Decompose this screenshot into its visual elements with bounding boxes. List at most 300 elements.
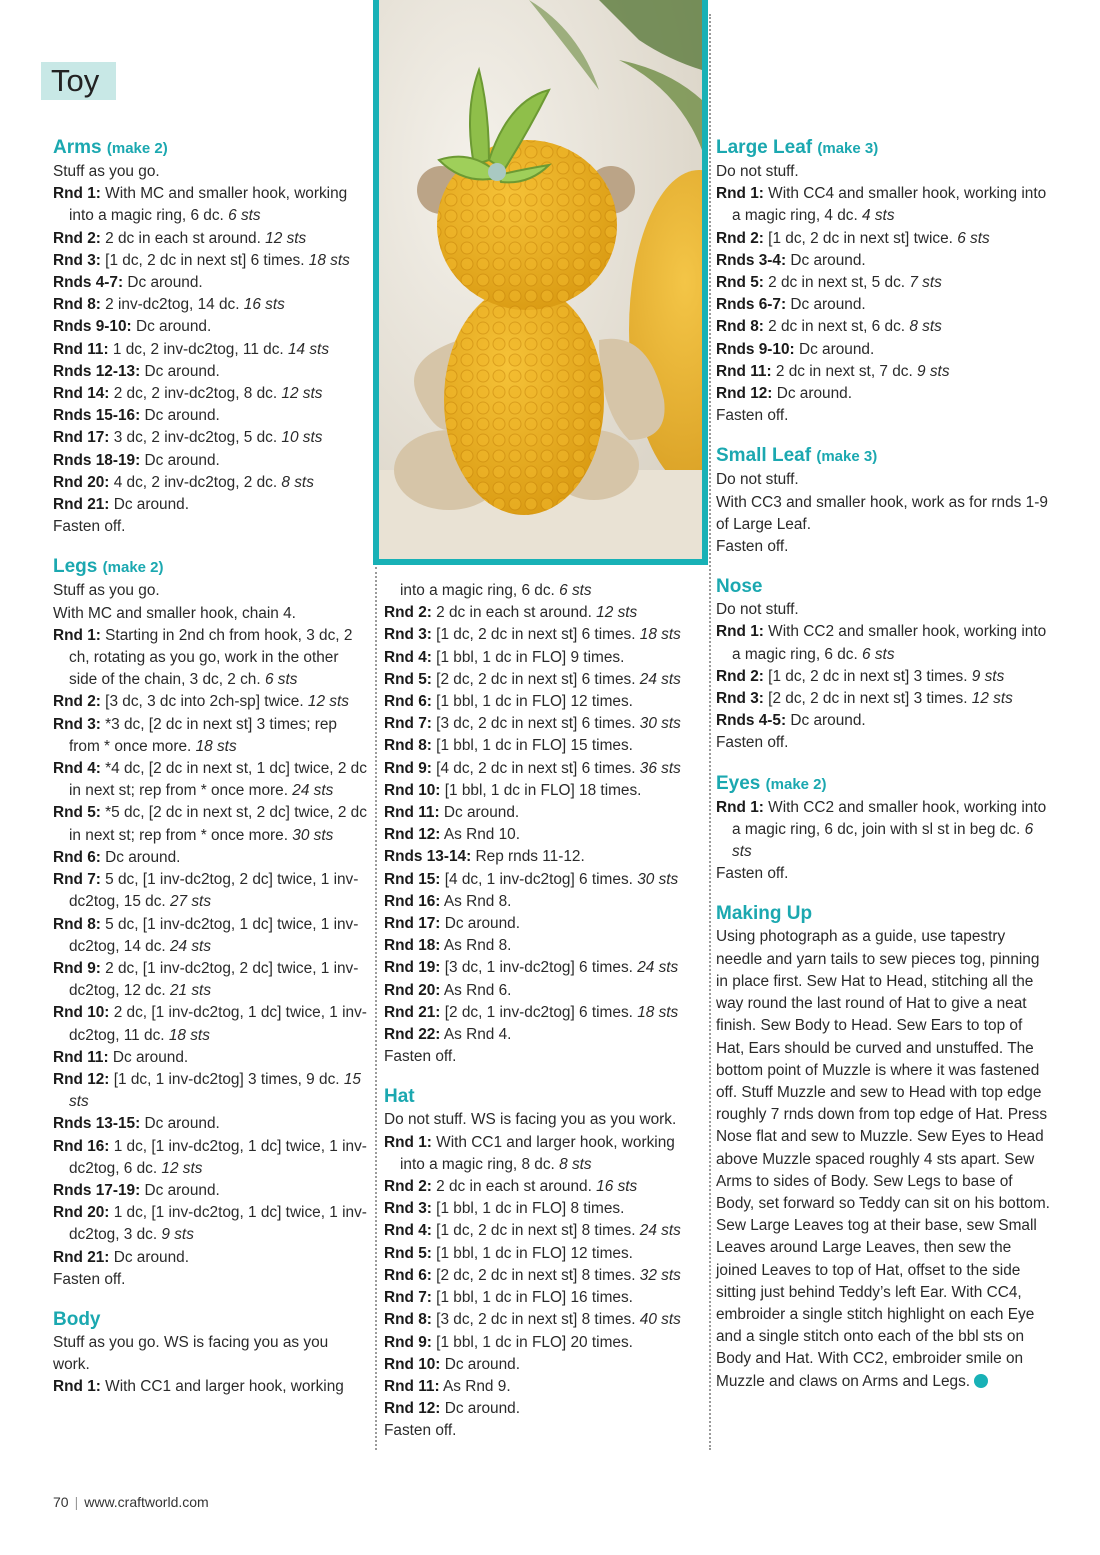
round-label: Rnd 8: [53,915,101,933]
section-tag: Toy [41,62,116,100]
stitch-count: 12 sts [596,604,638,622]
section-heading-note: (make 3) [817,140,879,157]
pattern-round [53,1047,368,1069]
round-instruction: 1 dc, 2 inv-dc2tog, 11 dc. [108,340,288,358]
round-label: Rnd 1: [716,185,764,203]
round-label: Rnd 22: [384,1026,441,1044]
round-label: Rnd 12: [384,1400,441,1418]
pattern-round [53,691,368,713]
round-label: Rnd 3: [53,715,101,733]
round-instruction: 2 dc in each st around. [431,604,597,622]
pattern-text [384,1046,699,1068]
pattern-round [384,669,699,691]
stitch-count: 9 sts [161,1226,194,1244]
round-instruction: [3 dc, 2 dc in next st] 8 times. [431,1311,640,1329]
round-instruction: [1 dc, 2 dc in next st] 6 times. [100,251,309,269]
pattern-text [53,1269,368,1291]
pattern-round [384,1309,699,1331]
pineapple-teddy-image [379,0,702,565]
pattern-round [53,183,368,227]
section-heading-title: Arms [53,137,102,158]
pattern-text-body: Fasten off. [716,538,789,556]
round-instruction: Dc around. [772,385,852,403]
round-label: Rnd 5: [53,804,101,822]
round-instruction: [3 dc, 1 inv-dc2tog] 6 times. [440,959,638,977]
pattern-round [384,1220,699,1242]
pattern-round [53,339,368,361]
round-label: Rnd 12: [716,385,773,403]
section-heading [716,773,1051,796]
round-instruction: With CC2 and smaller hook, working into a magic ring, 6 dc, join with sl st in beg dc. [732,798,1047,838]
pattern-round [384,1243,699,1265]
section-heading [384,1086,699,1108]
round-label: Rnd 21: [53,1248,110,1266]
column-divider-right [709,14,711,1450]
round-instruction: Dc around. [140,451,220,469]
round-instruction: As Rnd 8. [440,937,512,955]
stitch-count: 32 sts [639,1266,681,1284]
round-instruction: 2 dc, 2 inv-dc2tog, 8 dc. [109,385,282,403]
round-label: Rnd 8: [384,737,432,755]
pattern-round [384,1024,699,1046]
pattern-round [53,625,368,692]
stitch-count: 21 sts [169,982,212,1000]
round-instruction: [1 dc, 2 dc in next st] 8 times. [431,1222,640,1240]
pattern-round [716,666,1051,688]
pattern-text [716,469,1051,491]
pattern-round [384,891,699,913]
round-instruction: [2 dc, 2 dc in next st] 6 times. [431,670,640,688]
round-label: Rnd 7: [384,715,432,733]
pattern-round [384,780,699,802]
round-label: Rnds 13-15: [53,1115,141,1133]
column-divider-left [375,567,377,1450]
round-instruction: Dc around. [440,915,520,933]
pattern-text [716,161,1051,183]
section-heading-note: (make 2) [765,775,827,793]
round-instruction: *5 dc, [2 dc in next st, 2 dc] twice, 2 dc in next st; rep from * once more. [69,804,367,844]
stitch-count: 16 sts [243,296,285,314]
round-label: Rnd 2: [716,667,764,685]
round-label: Rnd 1: [384,1133,432,1151]
round-label: Rnd 5: [384,1244,432,1262]
section-heading [53,556,368,579]
pattern-round [53,869,368,913]
stitch-count: 24 sts [169,937,212,955]
round-instruction: [1 bbl, 1 dc in FLO] 12 times. [431,1244,633,1262]
pattern-text-body: Fasten off. [716,734,789,752]
stitch-count: 24 sts [637,959,679,977]
round-instruction: As Rnd 8. [440,892,512,910]
pattern-round [53,1247,368,1269]
pattern-round [53,294,368,316]
stitch-count: 24 sts [639,1222,681,1240]
pattern-round [384,1376,699,1398]
round-label: Rnd 20: [53,473,110,491]
round-label: Rnd 11: [384,804,440,822]
round-label: Rnd 9: [53,959,101,977]
stitch-count: 9 sts [971,667,1005,685]
round-label: Rnd 15: [384,870,441,888]
pattern-text-body: Do not stuff. WS is facing you as you work. [384,1111,677,1129]
pattern-text-body: Fasten off. [53,518,126,536]
pattern-text [716,536,1051,558]
pattern-text-body: Fasten off. [384,1048,457,1066]
pattern-round [384,913,699,935]
round-instruction: Dc around. [786,296,866,314]
pattern-text-body: Fasten off. [716,407,789,425]
round-instruction: Dc around. [439,804,520,822]
pattern-round [384,846,699,868]
pattern-round [716,688,1051,710]
toy-photo [373,0,708,565]
pattern-round [384,1398,699,1420]
round-label: Rnds 6-7: [716,296,787,314]
pattern-text [716,926,1051,1392]
pattern-round [53,1136,368,1180]
stitch-count: 12 sts [161,1159,203,1177]
pattern-round [384,957,699,979]
stitch-count: 6 sts [957,229,990,247]
round-instruction: 4 dc, 2 inv-dc2tog, 2 dc. [109,473,282,491]
stitch-count: 6 sts [862,645,895,663]
pattern-round [384,713,699,735]
round-instruction: [1 bbl, 1 dc in FLO] 16 times. [431,1289,633,1307]
round-instruction: 1 dc, [1 inv-dc2tog, 1 dc] twice, 1 inv-dc2tog, 3 dc. [69,1204,367,1244]
pattern-round [716,339,1051,361]
stitch-count: 12 sts [281,385,323,403]
round-instruction: With CC1 and larger hook, working [100,1378,344,1396]
page-footer [53,1494,209,1510]
round-label: Rnd 12: [384,826,441,844]
round-label: Rnd 5: [384,670,432,688]
pattern-text [53,516,368,538]
pattern-round [53,361,368,383]
round-label: Rnd 5: [716,274,764,292]
round-instruction: 2 dc, [1 inv-dc2tog, 2 dc] twice, 1 inv-dc2tog, 12 dc. [69,959,359,1000]
stitch-count: 8 sts [281,473,314,491]
round-label: Rnd 3: [716,690,764,708]
round-instruction: [1 bbl, 1 dc in FLO] 18 times. [440,781,642,799]
stitch-count: 9 sts [917,362,950,380]
pattern-text-body: Stuff as you go. [53,163,160,180]
round-instruction: Dc around. [100,848,181,866]
round-instruction: Dc around. [786,712,866,730]
round-instruction: [2 dc, 1 inv-dc2tog] 6 times. [440,1003,638,1021]
section-heading-note: (make 2) [102,559,164,577]
round-instruction: 2 dc, [1 inv-dc2tog, 1 dc] twice, 1 inv-dc2tog, 11 dc. [69,1004,367,1044]
round-label: Rnds 4-7: [53,274,124,292]
round-instruction: Dc around. [140,1115,220,1133]
stitch-count: 8 sts [909,318,942,336]
round-label: Rnds 17-19: [53,1181,141,1199]
round-label: Rnd 20: [384,981,441,999]
pattern-text-body: Do not stuff. [716,163,799,180]
pattern-round [716,228,1051,250]
section-heading-title: Small Leaf [716,445,812,467]
round-instruction: Dc around. [131,318,212,336]
round-label: Rnd 18: [384,937,441,955]
round-instruction: With CC1 and larger hook, working into a magic ring, 8 dc. [400,1133,675,1173]
stitch-count: 40 sts [639,1311,681,1329]
round-instruction: Rep rnds 11-12. [471,848,585,866]
stitch-count: 18 sts [308,251,350,269]
round-instruction: 2 dc in each st around. [100,229,266,247]
pattern-round [53,450,368,472]
round-label: Rnd 2: [53,693,101,711]
round-instruction: Dc around. [109,496,189,514]
section-heading-title: Large Leaf [716,137,813,158]
stitch-count: 15 sts [69,1070,361,1111]
pattern-round [384,1354,699,1376]
round-instruction: As Rnd 10. [440,826,521,844]
round-label: Rnd 19: [384,959,441,977]
pattern-round [384,691,699,713]
pattern-round [716,183,1051,227]
section-heading-title: Nose [716,576,763,598]
stitch-count: 14 sts [287,340,330,358]
round-instruction: 3 dc, 2 inv-dc2tog, 5 dc. [109,429,282,447]
round-label: Rnd 1: [53,185,101,203]
round-instruction: Dc around. [140,407,220,425]
round-instruction: [4 dc, 1 inv-dc2tog] 6 times. [440,870,638,888]
pattern-text [53,1332,368,1376]
pattern-round-continued [384,580,699,602]
pattern-round [53,914,368,958]
pattern-round [53,802,368,846]
pattern-round [53,1069,368,1113]
round-instruction: 2 dc in next st, 7 dc. [771,362,918,380]
stitch-count: 6 sts [732,820,1034,861]
stitch-count: 30 sts [639,715,681,733]
round-instruction: [1 dc, 2 dc in next st] twice. [763,229,958,247]
round-instruction: [3 dc, 2 dc in next st] 6 times. [431,715,640,733]
pattern-text [384,1109,699,1131]
pattern-round [53,958,368,1002]
round-label: Rnds 9-10: [53,318,132,336]
round-label: Rnd 4: [384,1222,432,1240]
round-label: Rnd 20: [53,1204,110,1222]
pattern-text-body: With MC and smaller hook, chain 4. [53,604,296,622]
stitch-count: 4 sts [862,207,895,225]
pattern-text-body: Fasten off. [53,1270,126,1288]
round-instruction: [1 bbl, 1 dc in FLO] 9 times. [431,648,625,666]
pattern-round [384,1332,699,1354]
round-label: Rnd 9: [384,1333,432,1351]
round-instruction: [2 dc, 2 dc in next st] 3 times. [763,690,972,708]
round-instruction: Dc around. [440,1400,520,1418]
stitch-count: 18 sts [637,1003,679,1021]
round-instruction: 5 dc, [1 inv-dc2tog, 2 dc] twice, 1 inv-dc2tog, 15 dc. [69,871,359,911]
round-label: Rnds 15-16: [53,407,141,425]
round-instruction: *3 dc, [2 dc in next st] 3 times; rep from * once more. [69,715,337,755]
round-label: Rnd 11: [53,340,109,358]
pattern-round [384,1198,699,1220]
round-instruction: As Rnd 9. [439,1377,511,1395]
pattern-text-body: Do not stuff. [716,601,799,619]
round-instruction: Dc around. [794,340,875,358]
round-label: Rnds 12-13: [53,362,141,380]
page-number: 70 [53,1494,69,1510]
round-label: Rnd 7: [53,871,101,889]
round-instruction: Dc around. [786,251,866,269]
round-label: Rnds 3-4: [716,251,787,269]
pattern-text-body: With CC3 and smaller hook, work as for rnds 1-9 of Large Leaf. [716,493,1048,533]
round-instruction: [1 bbl, 1 dc in FLO] 15 times. [431,737,633,755]
stitch-count: 6 sts [559,582,592,599]
pattern-text-body: Stuff as you go. [53,582,160,600]
round-instruction: [1 dc, 2 dc in next st] 6 times. [431,626,640,644]
round-instruction: Dc around. [123,274,203,292]
round-label: Rnd 8: [53,296,101,314]
pattern-text [384,1420,699,1442]
section-heading-title: Making Up [716,903,813,925]
pattern-text [716,492,1051,536]
pattern-text [53,580,368,602]
round-instruction: Dc around. [140,362,220,380]
round-instruction: Dc around. [108,1048,189,1066]
round-instruction: As Rnd 4. [440,1026,512,1044]
stitch-count: 10 sts [281,429,323,447]
pattern-round [716,710,1051,732]
round-instruction: [1 bbl, 1 dc in FLO] 8 times. [431,1200,625,1218]
end-of-pattern-icon [974,1374,988,1388]
stitch-count: 8 sts [559,1155,592,1173]
pattern-round [53,316,368,338]
pattern-text-body: Stuff as you go. WS is facing you as you work. [53,1333,329,1374]
pattern-text [716,732,1051,754]
pattern-round [384,1002,699,1024]
pattern-round [384,624,699,646]
stitch-count: 24 sts [639,670,681,688]
pattern-round [53,1376,368,1398]
pattern-text [716,863,1051,885]
section-heading-note: (make 3) [816,448,878,466]
round-label: Rnd 11: [384,1377,440,1395]
pattern-round [53,228,368,250]
pattern-round [716,383,1051,405]
section-heading-title: Hat [384,1086,415,1108]
round-label: Rnds 18-19: [53,451,141,469]
round-label: Rnd 1: [53,626,101,644]
pattern-round [53,250,368,272]
round-instruction: [1 bbl, 1 dc in FLO] 20 times. [431,1333,633,1351]
stitch-count: 16 sts [596,1178,638,1196]
round-label: Rnd 4: [384,648,432,666]
round-label: Rnd 3: [384,1200,432,1218]
round-label: Rnd 1: [716,798,764,816]
pattern-round [53,427,368,449]
pattern-text-body: Using photograph as a guide, use tapestry needle and yarn tails to sew pieces tog, pinning in place first. Sew Hat to Head, stitching all the way round the last round of Hat to give a neat finish. Sew Body to Head. Sew Ears to top of Hat, Ears should be curved and unstuffed. The bottom point of Muzzle is where it was fastened off. Stuff Muzzle and sew to Head with top edge roughly 7 rnds down from top edge of Hat. Press Nose flat and sew to Muzzle. Sew Eyes to Head above Muzzle spaced roughly 4 sts apart. Sew Arms to sides of Body. Sew Legs to base of Body, set forward so Teddy can sit on his bottom. Sew Large Leaves tog at their base, sew Small Leaves around Large Leaves, then sew the joined Leaves to top of Hat, offset to the side sitting just behind Teddy’s left Ear. With CC4, embroider a single stitch highlight on each Eye and a single stitch onto each of the bbl sts on Body and Hat. With CC2, embroider smile on Muzzle and claws on Arms and Legs. [716,928,1050,1390]
round-instruction: [2 dc, 2 dc in next st] 8 times. [431,1266,640,1284]
round-label: Rnd 6: [384,693,432,711]
section-heading-note: (make 2) [106,140,168,157]
round-instruction: As Rnd 6. [440,981,512,999]
round-label: Rnd 10: [53,1004,110,1022]
round-instruction: 2 inv-dc2tog, 14 dc. [100,296,244,314]
round-label: Rnds 4-5: [716,712,787,730]
round-instruction: [1 bbl, 1 dc in FLO] 12 times. [431,693,633,711]
stitch-count: 12 sts [265,229,307,247]
round-label: Rnd 8: [384,1311,432,1329]
round-label: Rnd 2: [53,229,101,247]
round-label: Rnd 2: [384,604,432,622]
round-label: Rnd 16: [53,1137,110,1155]
stitch-count: 24 sts [292,782,334,800]
pattern-round [716,316,1051,338]
round-instruction: *4 dc, [2 dc in next st, 1 dc] twice, 2 dc in next st; rep from * once more. [69,760,367,800]
section-heading [53,137,368,160]
section-heading [716,137,1051,160]
pattern-round [384,758,699,780]
pattern-round [716,621,1051,665]
round-label: Rnd 3: [53,251,101,269]
round-label: Rnd 7: [384,1289,432,1307]
round-label: Rnd 21: [384,1003,441,1021]
round-label: Rnds 13-14: [384,848,472,866]
round-instruction: 1 dc, [1 inv-dc2tog, 1 dc] twice, 1 inv-dc2tog, 6 dc. [69,1137,367,1177]
stitch-count: 18 sts [639,626,681,644]
column-middle [384,580,699,1443]
pattern-round [53,1202,368,1246]
round-label: Rnd 3: [384,626,432,644]
stitch-count: 18 sts [168,1026,210,1044]
round-label: Rnd 8: [716,318,764,336]
round-label: Rnd 10: [384,1355,441,1373]
round-label: Rnd 21: [53,496,110,514]
pattern-round [716,797,1051,864]
pattern-round [384,980,699,1002]
round-label: Rnds 9-10: [716,340,795,358]
round-instruction: [1 dc, 1 inv-dc2tog] 3 times, 9 dc. [109,1070,344,1088]
pattern-round [384,1265,699,1287]
pattern-round [53,472,368,494]
round-instruction: Dc around. [109,1248,189,1266]
section-heading-title: Body [53,1308,101,1330]
stitch-count: 30 sts [637,870,679,888]
pattern-round [384,602,699,624]
pattern-round [384,1176,699,1198]
pattern-round [53,758,368,802]
pattern-text [716,599,1051,621]
pattern-round [53,405,368,427]
round-instruction: 2 dc in next st, 5 dc. [763,274,910,292]
round-instruction: [3 dc, 3 dc into 2ch-sp] twice. [100,693,308,711]
pattern-round [53,383,368,405]
round-instruction: With MC and smaller hook, working into a magic ring, 6 dc. [69,185,348,225]
section-heading-title: Eyes [716,772,761,794]
round-label: Rnd 1: [53,1378,101,1396]
round-instruction: 2 dc in each st around. [431,1178,597,1196]
round-label: Rnd 4: [53,760,101,778]
section-heading [716,445,1051,468]
pattern-round [53,494,368,516]
stitch-count: 27 sts [169,893,212,911]
pattern-text-body: Do not stuff. [716,471,799,489]
pattern-round [384,869,699,891]
section-heading [53,1309,368,1331]
pattern-text-body: Fasten off. [384,1422,457,1440]
round-label: Rnd 6: [384,1266,432,1284]
round-instruction: With CC2 and smaller hook, working into a magic ring, 6 dc. [732,623,1047,663]
stitch-count: 30 sts [292,826,334,844]
footer-url: www.craftworld.com [84,1494,209,1510]
round-instruction: 2 dc in next st, 6 dc. [763,318,910,336]
round-instruction: Dc around. [140,1181,220,1199]
pattern-text [716,405,1051,427]
pattern-round [716,250,1051,272]
pattern-round [384,802,699,824]
